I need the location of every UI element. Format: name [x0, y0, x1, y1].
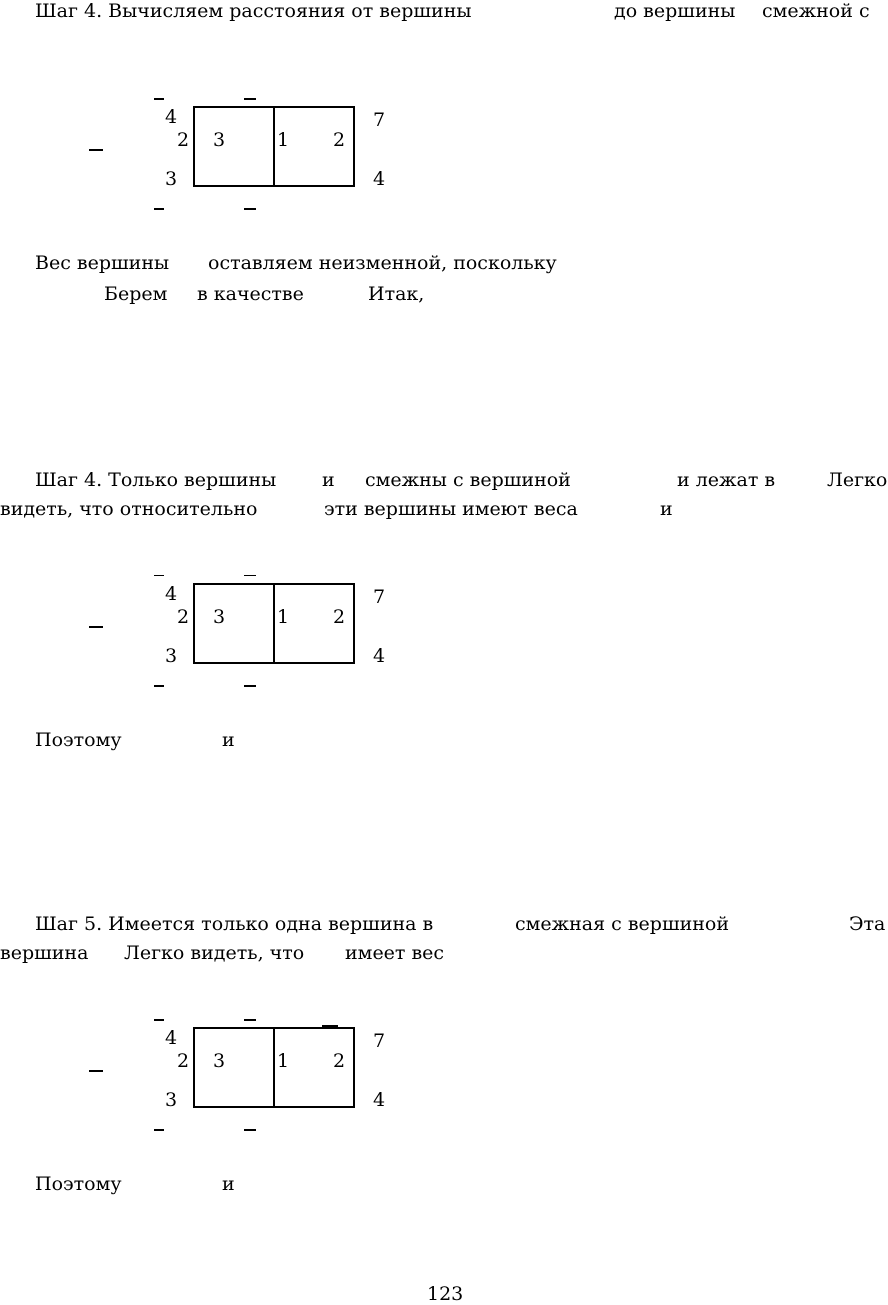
graph-divider [273, 583, 275, 664]
edge-label: 3 [213, 1050, 226, 1072]
step4a-text-after-1: Вес вершины [35, 252, 170, 274]
step4b-text-1: Шаг 4. Только вершины [35, 469, 277, 491]
edge-label: 2 [333, 606, 346, 628]
edge-label: 3 [213, 606, 226, 628]
step4a-text-after-2: оставляем неизменной, поскольку [208, 252, 557, 274]
overbar [154, 208, 164, 210]
step4b-text-8: и [660, 498, 673, 520]
edge-label: 1 [277, 129, 290, 151]
overbar [89, 149, 103, 151]
vertex-weight-label: 3 [165, 1089, 178, 1111]
step5-text-after-1: Поэтому [35, 1173, 122, 1195]
step4b-text-after-2: и [222, 729, 235, 751]
overbar [244, 685, 256, 687]
overbar [154, 98, 164, 100]
overbar [154, 1019, 164, 1021]
step4b-text-3: смежны с вершиной [365, 469, 571, 491]
vertex-weight-label: 4 [373, 1089, 386, 1111]
graph-figure-3 [0, 1011, 888, 1151]
overbar [89, 626, 103, 628]
step4b-text-7: эти вершины имеют веса [324, 498, 578, 520]
vertex-weight-label: 7 [373, 1030, 386, 1052]
vertex-weight-label: 4 [165, 583, 178, 605]
edge-label: 2 [333, 1050, 346, 1072]
step4a-text-1: Шаг 4. Вычисляем расстояния от вершины [35, 0, 472, 22]
vertex-weight-label: 2 [177, 1050, 190, 1072]
overbar [154, 575, 164, 576]
edge-label: 1 [277, 606, 290, 628]
step4b-text-after-1: Поэтому [35, 729, 122, 751]
overbar [244, 1019, 256, 1021]
overbar [154, 685, 164, 687]
step4b-text-2: и [322, 469, 335, 491]
vertex-weight-label: 3 [165, 645, 178, 667]
step4a-text-after-5: Итак, [368, 283, 425, 305]
step5-text-after-2: и [222, 1173, 235, 1195]
step5-text-3: Эта [849, 913, 886, 935]
graph-figure-2 [0, 567, 888, 707]
edge-label: 3 [213, 129, 226, 151]
overbar [244, 1129, 256, 1131]
page-number: 123 [427, 1283, 464, 1305]
vertex-weight-label: 4 [373, 168, 386, 190]
overbar [154, 1129, 164, 1131]
step4a-text-3: смежной с [762, 0, 870, 22]
vertex-weight-label: 7 [373, 586, 386, 608]
step5-text-1: Шаг 5. Имеется только одна вершина в [35, 913, 434, 935]
overbar [244, 98, 256, 100]
overbar [244, 575, 256, 576]
vertex-weight-label: 2 [177, 129, 190, 151]
step4b-text-4: и лежат в [677, 469, 776, 491]
vertex-weight-label: 4 [373, 645, 386, 667]
vertex-weight-label: 4 [165, 106, 178, 128]
step4a-text-after-3: Берем [104, 283, 168, 305]
vertex-weight-label: 2 [177, 606, 190, 628]
vertex-weight-label: 7 [373, 109, 386, 131]
step4a-text-after-4: в качестве [197, 283, 304, 305]
step4b-text-5: Легко [827, 469, 888, 491]
step4b-text-6: видеть, что относительно [0, 498, 258, 520]
step5-text-5: Легко видеть, что [124, 942, 305, 964]
graph-divider [273, 1027, 275, 1108]
step5-text-6: имеет вес [345, 942, 445, 964]
step5-text-4: вершина [0, 942, 89, 964]
step5-text-2: смежная с вершиной [515, 913, 730, 935]
graph-divider [273, 106, 275, 187]
vertex-weight-label: 3 [165, 168, 178, 190]
overbar [244, 208, 256, 210]
edge-label: 1 [277, 1050, 290, 1072]
overbar [89, 1070, 103, 1072]
edge-label: 2 [333, 129, 346, 151]
step4a-text-2: до вершины [614, 0, 736, 22]
vertex-weight-label: 4 [165, 1027, 178, 1049]
graph-figure-1 [0, 90, 888, 230]
